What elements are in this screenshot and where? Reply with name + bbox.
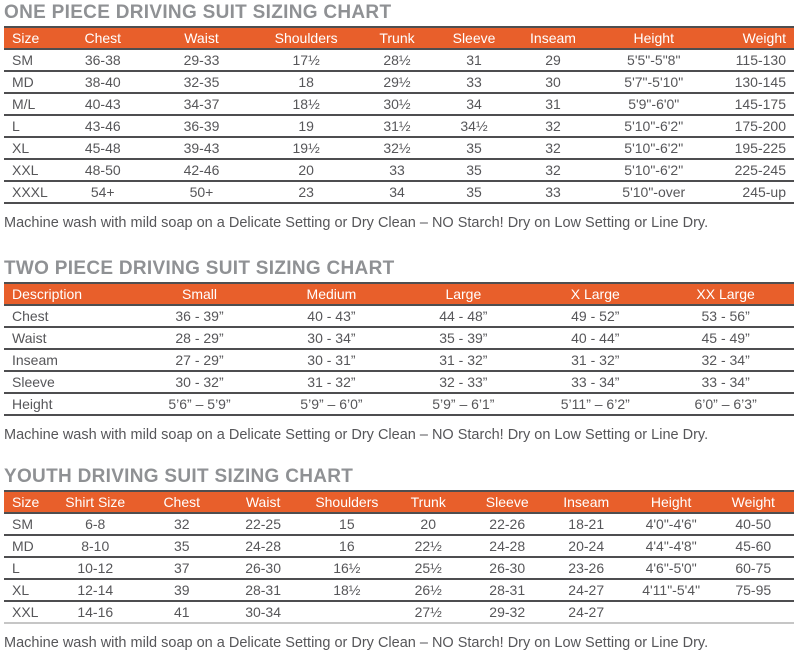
table-cell: 175-200	[715, 115, 794, 137]
table-cell: Waist	[4, 327, 134, 349]
table-cell: MD	[4, 535, 48, 557]
table-cell	[626, 601, 717, 623]
table-cell: 28½	[383, 52, 411, 68]
table-cell: 29	[545, 52, 561, 68]
table-row	[4, 115, 794, 137]
table-cell: 19½	[253, 137, 360, 159]
header-row	[4, 27, 794, 49]
table-cell: 32	[514, 137, 593, 159]
table-cell: 31½	[359, 115, 434, 137]
table-cell: 23-26	[547, 557, 626, 579]
table-cell: 39	[142, 579, 221, 601]
table-cell: 32 - 34”	[661, 349, 794, 371]
table-cell: 35	[435, 181, 514, 203]
column-header: Size	[4, 27, 55, 49]
table-cell: 33 - 34”	[529, 371, 661, 393]
table-row	[4, 71, 794, 93]
table-cell: 42-46	[150, 159, 253, 181]
column-header: Weight	[717, 491, 794, 513]
table-cell: 37	[142, 557, 221, 579]
table-cell: 39-43	[150, 137, 253, 159]
table-cell: 18	[253, 71, 360, 93]
table-cell: SM	[12, 52, 33, 68]
table-cell: SM	[12, 516, 33, 532]
table-cell: 4'4"-4'8"	[626, 535, 717, 557]
table-cell: 45-48	[55, 137, 150, 159]
table-cell: 38-40	[55, 71, 150, 93]
table-cell: Sleeve	[4, 371, 134, 393]
table-cell: 26-30	[468, 557, 547, 579]
table-cell: 35	[142, 535, 221, 557]
column-header: Large	[397, 283, 529, 305]
table-cell: 41	[142, 601, 221, 623]
table-cell: 24-27	[547, 579, 626, 601]
table-cell: 17½	[292, 52, 320, 68]
column-header: Chest	[142, 491, 221, 513]
table-cell: 5'10"-6'2"	[593, 159, 715, 181]
table-cell: Inseam	[4, 349, 134, 371]
table-cell: 34	[435, 93, 514, 115]
column-header: XX Large	[661, 283, 794, 305]
table-cell: 12-14	[48, 579, 142, 601]
table-cell: 33 - 34”	[661, 371, 794, 393]
two-piece-sizing-table	[4, 282, 794, 416]
table-cell: XL	[4, 579, 48, 601]
column-header: Waist	[221, 491, 305, 513]
table-cell: 24-28	[468, 535, 547, 557]
table-cell: 6-8	[85, 516, 106, 532]
column-header: Sleeve	[468, 491, 547, 513]
youth-sizing-table	[4, 490, 794, 624]
column-header: Inseam	[547, 491, 626, 513]
table-cell: 195-225	[715, 137, 794, 159]
table-cell: 4'11"-5'4"	[626, 579, 717, 601]
table-cell: 48-50	[55, 159, 150, 181]
table-cell: L	[4, 115, 55, 137]
table-cell: 35	[435, 159, 514, 181]
table-cell: 5’9” – 6’1”	[397, 393, 529, 415]
table-cell: 15	[339, 516, 355, 532]
table-cell: 6’0” – 6’3”	[661, 393, 794, 415]
table-cell: 29-32	[468, 601, 547, 623]
column-header: Waist	[150, 27, 253, 49]
table-cell: 16½	[305, 557, 389, 579]
table-cell: Chest	[12, 308, 49, 324]
table-cell: 60-75	[717, 557, 794, 579]
table-cell: 40-50	[735, 516, 772, 532]
table-cell: 31 - 32”	[397, 349, 529, 371]
table-cell: 22½	[389, 535, 468, 557]
column-header: Description	[4, 283, 134, 305]
column-header: Shoulders	[253, 27, 360, 49]
column-header: X Large	[529, 283, 661, 305]
table-cell: 115-130	[735, 52, 786, 68]
table-row	[4, 327, 794, 349]
column-header: Size	[4, 491, 48, 513]
table-cell: 32 - 33”	[397, 371, 529, 393]
table-cell: 49 - 52”	[571, 308, 620, 324]
table-row	[4, 535, 794, 557]
youth-title: YOUTH DRIVING SUIT SIZING CHART	[4, 466, 354, 487]
table-cell: 5'10"-6'2"	[593, 115, 715, 137]
table-cell: 33	[435, 71, 514, 93]
one-piece-sizing-table	[4, 26, 794, 204]
table-row	[4, 305, 794, 327]
table-row	[4, 371, 794, 393]
table-cell: 5’6” – 5’9”	[134, 393, 266, 415]
table-row	[4, 393, 794, 415]
table-cell: 30½	[359, 93, 434, 115]
table-cell: 29-33	[183, 52, 220, 68]
table-cell: 20-24	[547, 535, 626, 557]
table-cell: 8-10	[48, 535, 142, 557]
table-cell: 30 - 32”	[134, 371, 266, 393]
column-header: Small	[134, 283, 266, 305]
table-cell: 44 - 48”	[439, 308, 488, 324]
two-piece-section	[4, 258, 794, 444]
table-cell: 45-60	[717, 535, 794, 557]
table-cell: 28-31	[468, 579, 547, 601]
two-piece-title: TWO PIECE DRIVING SUIT SIZING CHART	[4, 258, 395, 279]
table-cell: XXL	[4, 159, 55, 181]
one-piece-care-note: Machine wash with mild soap on a Delicate Setting or Dry Clean – NO Starch! Dry on Low Setting or Line Dry.	[4, 215, 709, 231]
table-cell: 5'5"-5"8"	[627, 52, 681, 68]
table-cell: 43-46	[55, 115, 150, 137]
table-cell: 33	[514, 181, 593, 203]
table-cell: 29½	[359, 71, 434, 93]
table-cell: 245-up	[715, 181, 794, 203]
table-cell: 53 - 56”	[701, 308, 750, 324]
table-cell: 27½	[389, 601, 468, 623]
table-cell: 4'6"-5'0"	[626, 557, 717, 579]
table-cell: XL	[4, 137, 55, 159]
header-row	[4, 491, 794, 513]
table-cell: 5’11” – 6’2”	[529, 393, 661, 415]
table-cell	[305, 601, 389, 623]
column-header: Weight	[715, 27, 794, 49]
table-cell: 34-37	[150, 93, 253, 115]
table-cell: 54+	[55, 181, 150, 203]
table-cell: 4'0"-4'6"	[645, 516, 697, 532]
one-piece-title: ONE PIECE DRIVING SUIT SIZING CHART	[4, 2, 392, 23]
column-header: Height	[593, 27, 715, 49]
table-cell: 40-43	[55, 93, 150, 115]
table-cell: M/L	[4, 93, 55, 115]
table-cell: 34½	[435, 115, 514, 137]
table-cell: 24-27	[547, 601, 626, 623]
table-row	[4, 93, 794, 115]
column-header: Trunk	[359, 27, 434, 49]
table-cell: 32½	[359, 137, 434, 159]
table-cell: 31 - 32”	[265, 371, 397, 393]
table-cell	[717, 601, 794, 623]
table-cell: 24-28	[221, 535, 305, 557]
table-row	[4, 557, 794, 579]
table-row	[4, 159, 794, 181]
table-cell: 22-26	[489, 516, 526, 532]
table-row	[4, 49, 794, 71]
table-cell: 20	[253, 159, 360, 181]
youth-section	[4, 466, 794, 652]
table-cell: 36-38	[84, 52, 121, 68]
table-cell: Height	[4, 393, 134, 415]
table-cell: 31	[514, 93, 593, 115]
table-cell: 32	[514, 115, 593, 137]
table-row	[4, 137, 794, 159]
table-cell: 26-30	[221, 557, 305, 579]
table-cell: 33	[359, 159, 434, 181]
table-cell: 32	[173, 516, 190, 532]
table-cell: 32	[514, 159, 593, 181]
table-cell: 18½	[253, 93, 360, 115]
table-row	[4, 579, 794, 601]
column-header: Sleeve	[435, 27, 514, 49]
table-cell: 34	[359, 181, 434, 203]
table-cell: 35	[435, 137, 514, 159]
table-cell: 145-175	[715, 93, 794, 115]
column-header: Shirt Size	[48, 491, 142, 513]
table-row	[4, 601, 794, 623]
table-cell: 30	[514, 71, 593, 93]
table-cell: 16	[305, 535, 389, 557]
table-cell: 75-95	[717, 579, 794, 601]
table-cell: 35 - 39”	[397, 327, 529, 349]
table-row	[4, 349, 794, 371]
table-cell: 28-31	[221, 579, 305, 601]
table-cell: 31 - 32”	[529, 349, 661, 371]
table-cell: 19	[253, 115, 360, 137]
table-cell: 10-12	[48, 557, 142, 579]
table-cell: 30 - 34”	[265, 327, 397, 349]
column-header: Trunk	[389, 491, 468, 513]
table-cell: 32-35	[150, 71, 253, 93]
table-cell: 5’9” – 6’0”	[265, 393, 397, 415]
table-cell: MD	[4, 71, 55, 93]
table-cell: 5'7"-5'10"	[593, 71, 715, 93]
two-piece-care-note: Machine wash with mild soap on a Delicate Setting or Dry Clean – NO Starch! Dry on Low Setting or Line Dry.	[4, 427, 709, 443]
table-row	[4, 513, 794, 535]
table-cell: 22-25	[245, 516, 281, 532]
table-cell: 30 - 31”	[265, 349, 397, 371]
table-cell: 5'10"-6'2"	[593, 137, 715, 159]
table-cell: 40 - 43”	[307, 308, 356, 324]
table-cell: 18½	[305, 579, 389, 601]
table-cell: 23	[253, 181, 360, 203]
column-header: Shoulders	[305, 491, 389, 513]
table-cell: XXL	[4, 601, 48, 623]
table-cell: 14-16	[48, 601, 142, 623]
table-cell: 18-21	[568, 516, 605, 532]
table-cell: 45 - 49”	[661, 327, 794, 349]
table-cell: 130-145	[715, 71, 794, 93]
column-header: Height	[626, 491, 717, 513]
table-cell: 30-34	[221, 601, 305, 623]
table-cell: 28 - 29”	[134, 327, 266, 349]
column-header: Inseam	[514, 27, 593, 49]
one-piece-section	[4, 2, 794, 232]
table-cell: 225-245	[715, 159, 794, 181]
table-cell: 40 - 44”	[529, 327, 661, 349]
header-row	[4, 283, 794, 305]
table-cell: 50+	[150, 181, 253, 203]
table-cell: 27 - 29”	[134, 349, 266, 371]
column-header: Chest	[55, 27, 150, 49]
table-cell: 5'9"-6'0"	[593, 93, 715, 115]
table-cell: 25½	[389, 557, 468, 579]
table-cell: 20	[420, 516, 436, 532]
table-row	[4, 181, 794, 203]
table-cell: 5'10"-over	[593, 181, 715, 203]
table-cell: 36-39	[150, 115, 253, 137]
table-cell: 26½	[389, 579, 468, 601]
column-header: Medium	[265, 283, 397, 305]
table-cell: L	[4, 557, 48, 579]
table-cell: XXXL	[4, 181, 55, 203]
table-cell: 31	[466, 52, 482, 68]
table-cell: 36 - 39”	[175, 308, 224, 324]
youth-care-note: Machine wash with mild soap on a Delicate Setting or Dry Clean – NO Starch! Dry on Low Setting or Line Dry.	[4, 635, 709, 651]
